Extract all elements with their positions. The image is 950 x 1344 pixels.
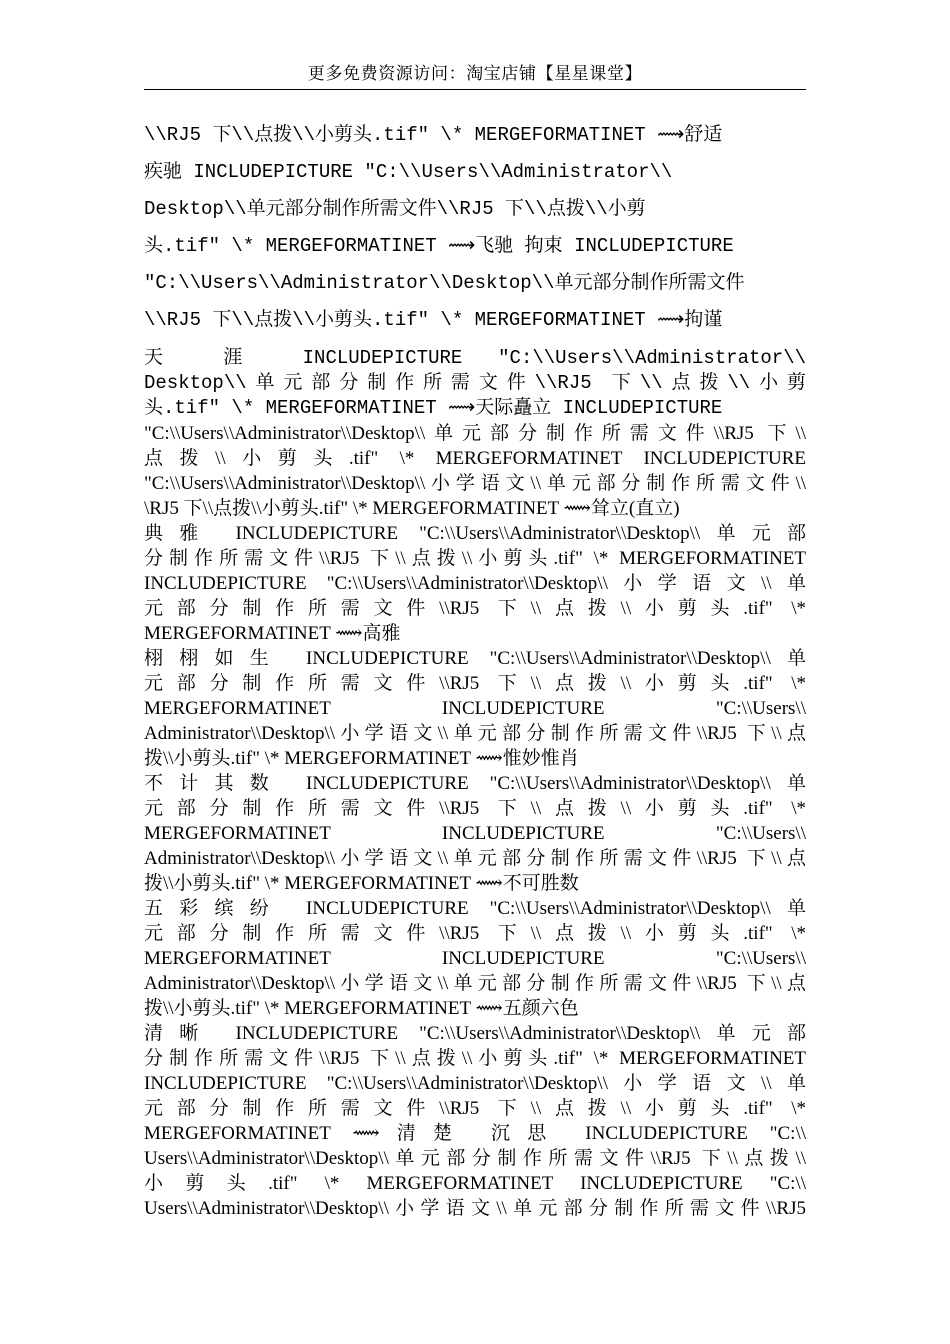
text-line: \\RJ5 下\\点拨\\小剪头.tif" \* MERGEFORMATINET ⟿拘谨 <box>144 309 723 331</box>
page-header: 更多免费资源访问：淘宝店铺【星星课堂】 <box>144 60 806 90</box>
text-line: 元部分制作所需文件\\RJ5 下\\点拨\\小剪头.tif" \* <box>144 673 806 694</box>
text-line: Users\\Administrator\\Desktop\\小学语文\\单元部分制作所需文件\\RJ5 <box>144 1198 806 1219</box>
text-line: \\RJ5 下\\点拨\\小剪头.tif" \* MERGEFORMATINET ⟿舒适 <box>144 124 723 146</box>
text-line: Users\\Administrator\\Desktop\\单元部分制作所需文件\\RJ5 下\\点拨\\ <box>144 1148 806 1169</box>
text-line: 元部分制作所需文件\\RJ5 下\\点拨\\小剪头.tif" \* <box>144 598 806 619</box>
text-line: \RJ5 下\\点拨\\小剪头.tif" \* MERGEFORMATINET ⟿耸立(直立) <box>144 498 680 519</box>
text-line: 五彩缤纷 INCLUDEPICTURE "C:\\Users\\Administrator\\Desktop\\单 <box>144 898 806 919</box>
text-line: 小剪头.tif" \* MERGEFORMATINET INCLUDEPICTURE "C:\\ <box>144 1173 806 1194</box>
text-line: Administrator\\Desktop\\小学语文\\单元部分制作所需文件\\RJ5 下\\点 <box>144 723 806 744</box>
text-line: 拨\\小剪头.tif" \* MERGEFORMATINET ⟿五颜六色 <box>144 998 579 1019</box>
text-line: 天 涯 INCLUDEPICTURE "C:\\Users\\Administrator\\ <box>144 347 806 369</box>
text-line: 元部分制作所需文件\\RJ5 下\\点拨\\小剪头.tif" \* <box>144 923 806 944</box>
text-line: 元部分制作所需文件\\RJ5 下\\点拨\\小剪头.tif" \* <box>144 1098 806 1119</box>
text-line: 点拨\\小剪头.tif" \* MERGEFORMATINET INCLUDEPICTURE <box>144 448 806 469</box>
text-line: Administrator\\Desktop\\小学语文\\单元部分制作所需文件\\RJ5 下\\点 <box>144 973 806 994</box>
text-line: MERGEFORMATINET ⟿高雅 <box>144 623 401 644</box>
text-line: Desktop\\单元部分制作所需文件\\RJ5 下\\点拨\\小剪 <box>144 372 806 394</box>
text-line: 疾驰 INCLUDEPICTURE "C:\\Users\\Administrator\\ <box>144 161 673 183</box>
text-line: 典雅 INCLUDEPICTURE "C:\\Users\\Administrator\\Desktop\\单元部 <box>144 523 806 544</box>
text-line: 分制作所需文件\\RJ5 下\\点拨\\小剪头.tif" \* MERGEFORMATINET <box>144 1048 806 1069</box>
text-line: "C:\\Users\\Administrator\\Desktop\\单元部分制作所需文件\\RJ5 下\\ <box>144 423 806 444</box>
document-body-serif <box>144 396 806 1221</box>
text-line: MERGEFORMATINET INCLUDEPICTURE "C:\\Users\\ <box>144 823 806 844</box>
text-line: Desktop\\单元部分制作所需文件\\RJ5 下\\点拨\\小剪 <box>144 198 646 220</box>
text-line: 不计其数 INCLUDEPICTURE "C:\\Users\\Administrator\\Desktop\\单 <box>144 773 806 794</box>
text-line: 分制作所需文件\\RJ5 下\\点拨\\小剪头.tif" \* MERGEFORMATINET <box>144 548 806 569</box>
text-line: 头.tif" \* MERGEFORMATINET ⟿天际矗立 INCLUDEPICTURE <box>144 397 723 419</box>
text-line: 元部分制作所需文件\\RJ5 下\\点拨\\小剪头.tif" \* <box>144 798 806 819</box>
text-line: MERGEFORMATINET INCLUDEPICTURE "C:\\Users\\ <box>144 698 806 719</box>
text-line: 拨\\小剪头.tif" \* MERGEFORMATINET ⟿不可胜数 <box>144 873 579 894</box>
text-line: INCLUDEPICTURE "C:\\Users\\Administrator\\Desktop\\小学语文\\单 <box>144 573 806 594</box>
text-line: INCLUDEPICTURE "C:\\Users\\Administrator\\Desktop\\小学语文\\单 <box>144 1073 806 1094</box>
text-line: 栩栩如生 INCLUDEPICTURE "C:\\Users\\Administrator\\Desktop\\单 <box>144 648 806 669</box>
text-line: Administrator\\Desktop\\小学语文\\单元部分制作所需文件\\RJ5 下\\点 <box>144 848 806 869</box>
text-line: 拨\\小剪头.tif" \* MERGEFORMATINET ⟿惟妙惟肖 <box>144 748 579 769</box>
text-line: 清晰 INCLUDEPICTURE "C:\\Users\\Administrator\\Desktop\\单元部 <box>144 1023 806 1044</box>
text-line: MERGEFORMATINET ⟿清楚 沉思 INCLUDEPICTURE "C:\\ <box>144 1123 806 1144</box>
text-line: MERGEFORMATINET INCLUDEPICTURE "C:\\Users\\ <box>144 948 806 969</box>
document-body-mono <box>144 117 806 339</box>
text-line: "C:\\Users\\Administrator\\Desktop\\单元部分制作所需文件 <box>144 272 745 294</box>
text-line: "C:\\Users\\Administrator\\Desktop\\小学语文\\单元部分制作所需文件\\ <box>144 473 806 494</box>
text-line: 头.tif" \* MERGEFORMATINET ⟿飞驰 拘束 INCLUDEPICTURE <box>144 235 734 257</box>
